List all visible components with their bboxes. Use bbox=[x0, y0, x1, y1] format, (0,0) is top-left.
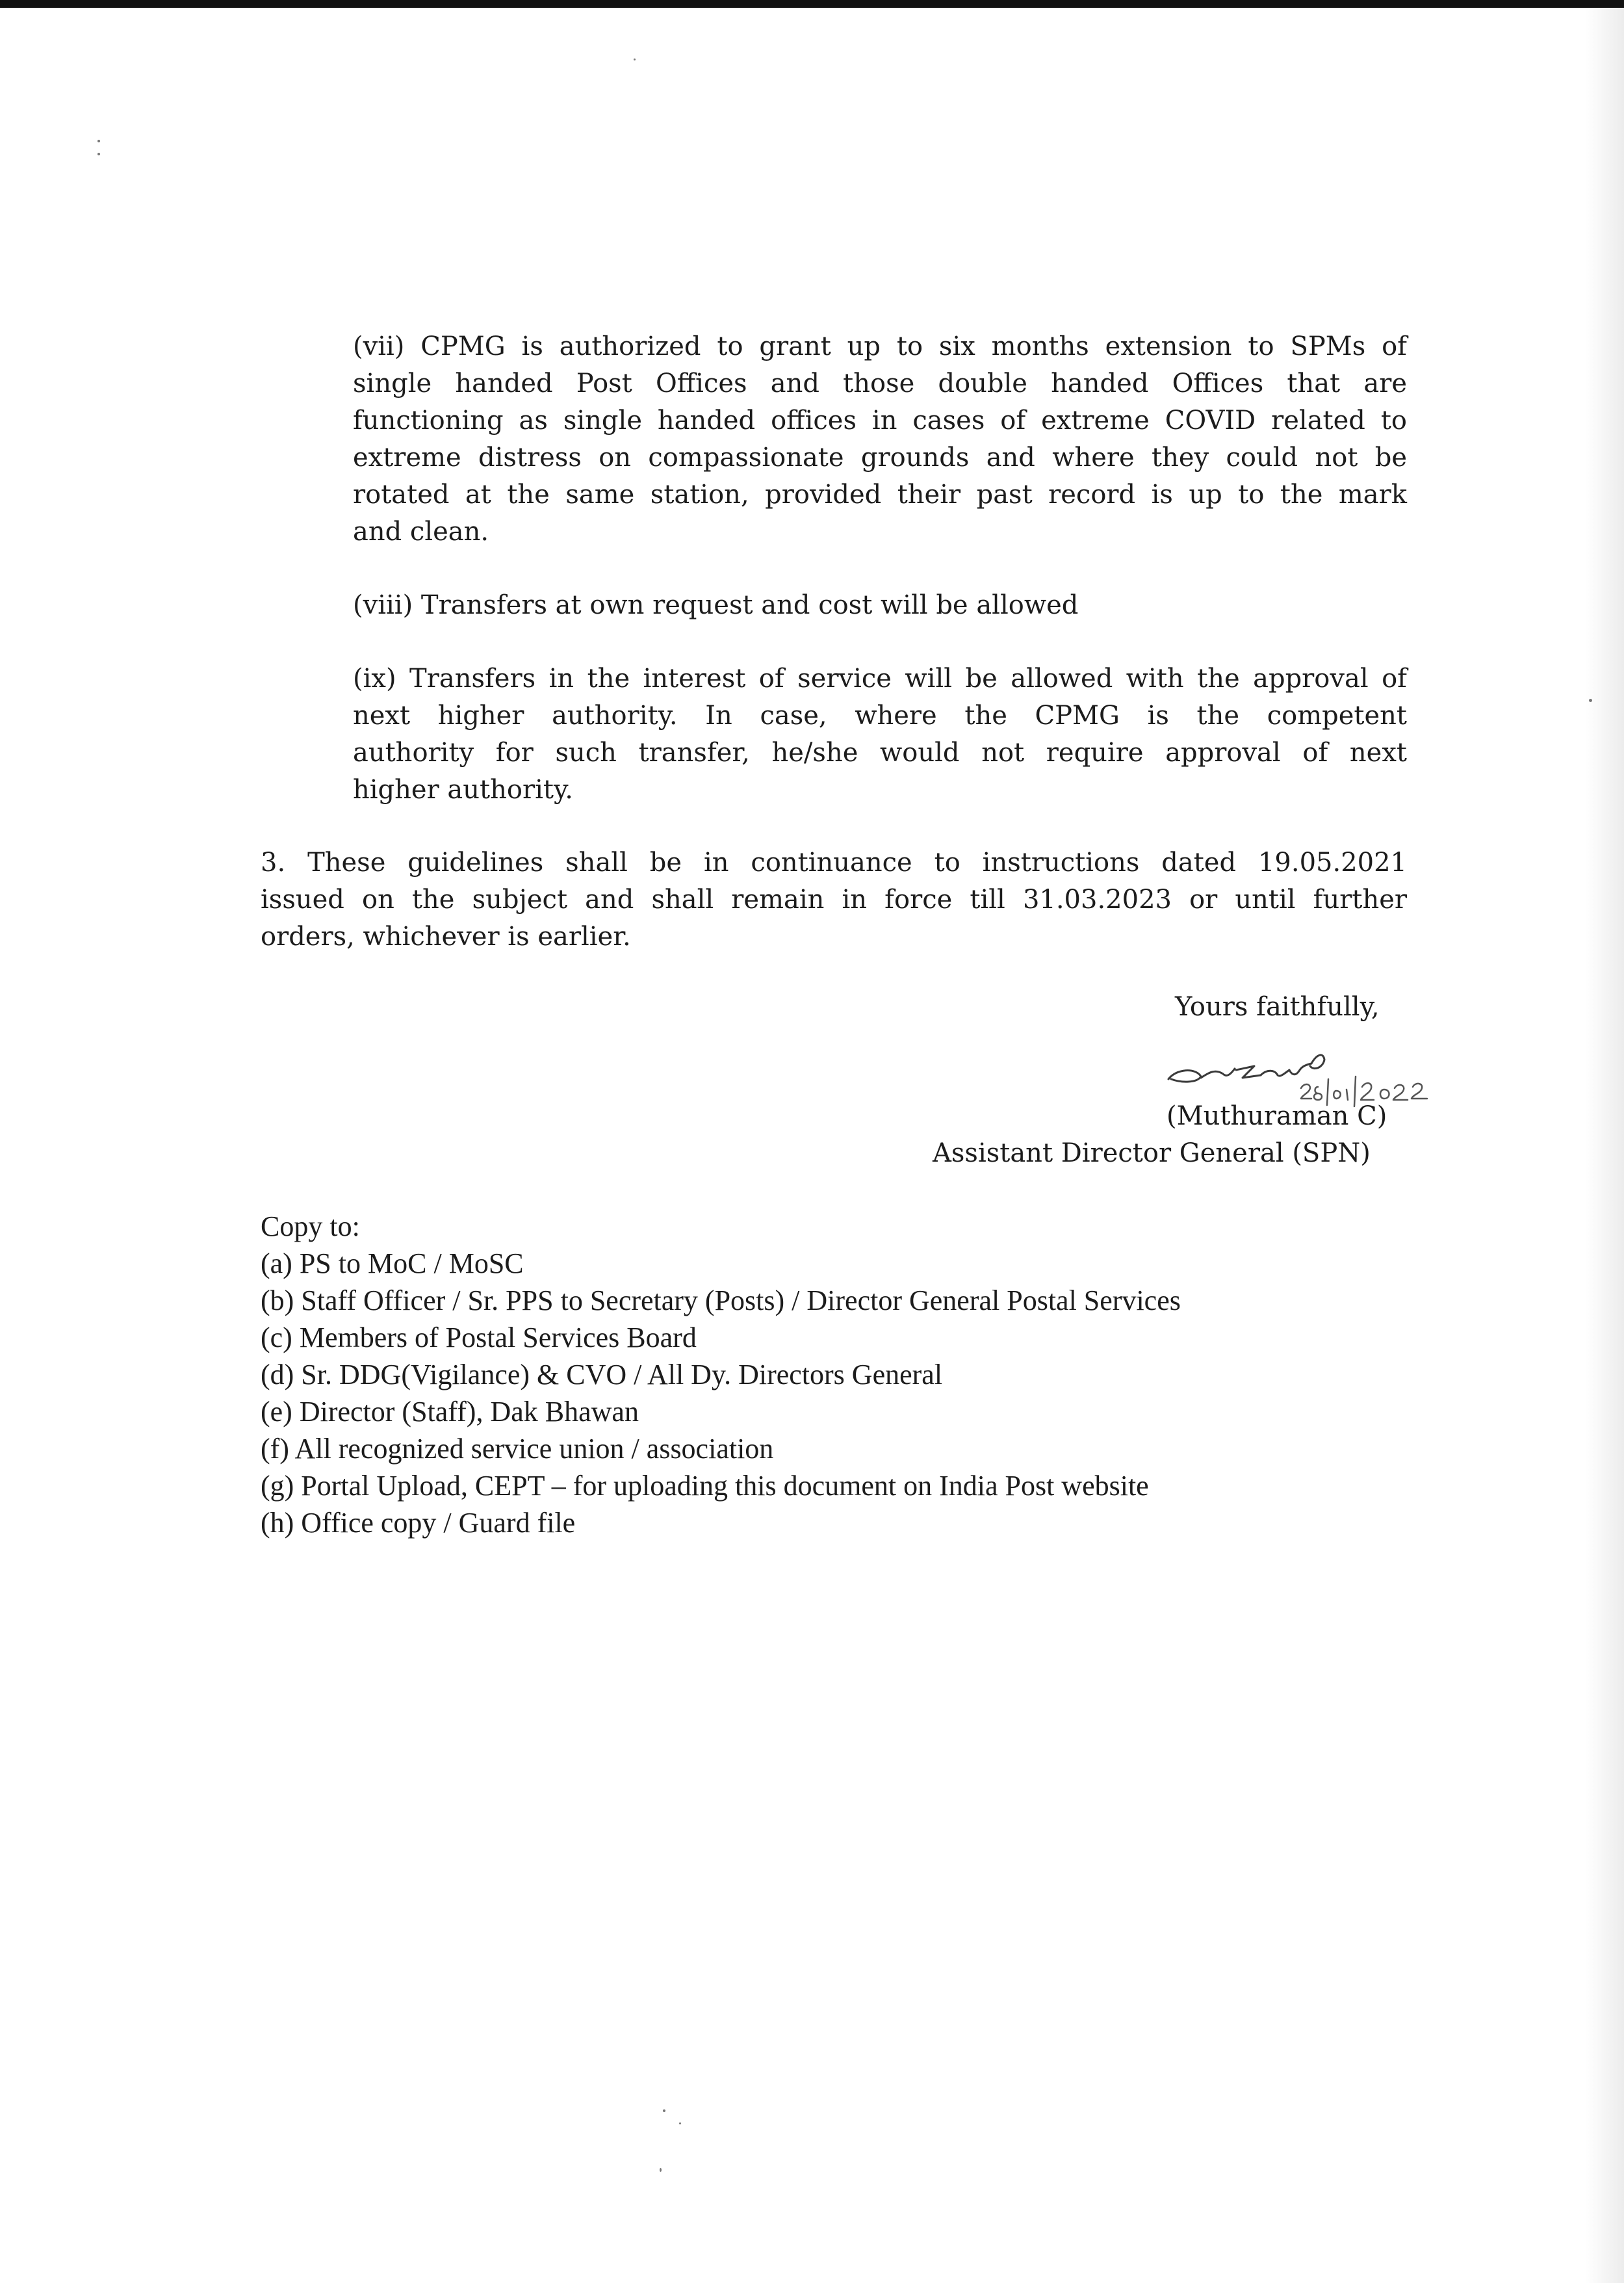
point-3-line: 3. These guidelines shall be in continuance to instructions dated 19.05.2021 bbox=[261, 848, 1407, 878]
clause-vii-line: and clean. bbox=[353, 517, 489, 547]
copy-to-heading: Copy to: bbox=[261, 1210, 360, 1242]
copy-to-item: (g) Portal Upload, CEPT – for uploading this document on India Post website bbox=[261, 1470, 1149, 1502]
clause-ix-line: higher authority. bbox=[353, 775, 573, 805]
copy-to-item: (f) All recognized service union / association bbox=[261, 1433, 774, 1465]
scan-speck bbox=[663, 2109, 665, 2112]
copy-to-item: (d) Sr. DDG(Vigilance) & CVO / All Dy. Directors General bbox=[261, 1359, 943, 1390]
point-3-line: issued on the subject and shall remain in force till 31.03.2023 or until further bbox=[261, 885, 1407, 915]
copy-to-item: (c) Members of Postal Services Board bbox=[261, 1322, 697, 1353]
scan-speck bbox=[634, 59, 636, 60]
clause-ix-line: authority for such transfer, he/she would not require approval of next bbox=[353, 738, 1407, 768]
clause-vii-line: (vii) CPMG is authorized to grant up to six months extension to SPMs of bbox=[353, 332, 1407, 361]
copy-to-list bbox=[261, 1208, 1181, 1541]
copy-to-item: (b) Staff Officer / Sr. PPS to Secretary (Posts) / Director General Postal Services bbox=[261, 1285, 1181, 1316]
signatory-name: (Muthuraman C) bbox=[1166, 1101, 1387, 1131]
clause-ix-line: next higher authority. In case, where the CPMG is the competent bbox=[353, 701, 1407, 731]
clause-vii bbox=[353, 328, 1407, 551]
clause-ix-line: (ix) Transfers in the interest of service will be allowed with the approval of bbox=[353, 664, 1407, 694]
copy-to-item: (h) Office copy / Guard file bbox=[261, 1507, 576, 1539]
point-3-line: orders, whichever is earlier. bbox=[261, 922, 631, 952]
scan-top-edge bbox=[0, 0, 1624, 8]
point-3-paragraph bbox=[261, 844, 1407, 956]
scan-right-shadow bbox=[1585, 8, 1624, 2283]
clause-vii-line: functioning as single handed offices in cases of extreme COVID related to bbox=[353, 406, 1407, 436]
scan-speck bbox=[97, 140, 100, 142]
copy-to-item: (a) PS to MoC / MoSC bbox=[261, 1247, 524, 1279]
clause-ix bbox=[353, 660, 1407, 809]
closing-salutation: Yours faithfully, bbox=[1175, 992, 1380, 1022]
clause-viii bbox=[353, 587, 1407, 624]
clause-vii-line: single handed Post Offices and those double handed Offices that are bbox=[353, 369, 1407, 398]
clause-viii-line: (viii) Transfers at own request and cost will be allowed bbox=[353, 590, 1079, 620]
scan-speck bbox=[97, 153, 100, 155]
scan-speck bbox=[679, 2122, 681, 2124]
scan-speck bbox=[660, 2168, 662, 2172]
clause-vii-line: extreme distress on compassionate grounds and where they could not be bbox=[353, 443, 1407, 473]
clause-vii-line: rotated at the same station, provided their past record is up to the mark bbox=[353, 480, 1407, 510]
signatory-designation: Assistant Director General (SPN) bbox=[933, 1138, 1371, 1168]
scan-speck bbox=[1589, 699, 1592, 702]
copy-to-item: (e) Director (Staff), Dak Bhawan bbox=[261, 1396, 639, 1428]
